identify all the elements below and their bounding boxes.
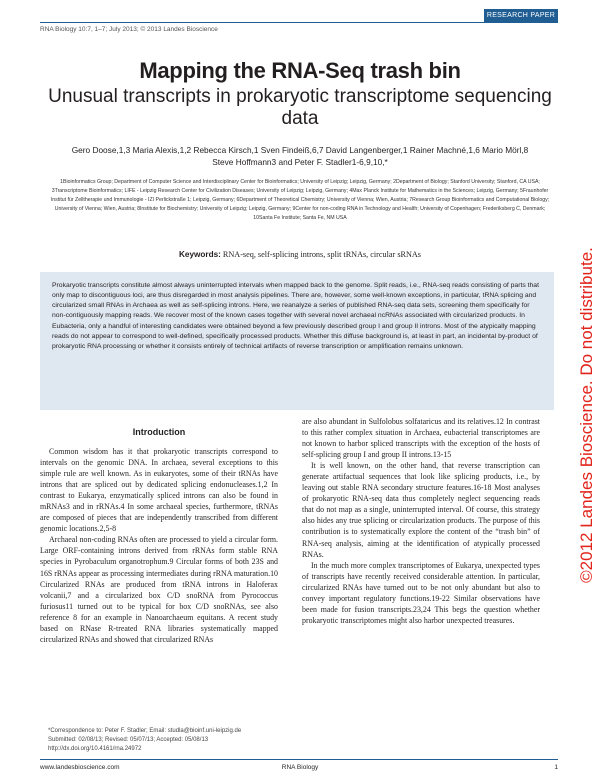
paragraph: In the much more complex transcriptomes of Eukarya, unexpected types of transcripts have recently received considerable attention. In particular, circularized RNAs have turned out to be not only abundant but also to convey important regulatory functions.19-22 Similar observations have been made for fusion transcripts.23,24 This begs the question whether prokaryotic transcriptomes might also harbor unexpected treasures. [302,560,540,625]
dates-line: Submitted: 02/08/13; Revised: 05/07/13; Accepted: 05/08/13 [48,737,209,743]
page-number: 1 [554,764,558,771]
keywords-label: Keywords: [179,250,221,259]
body-column-right [302,416,540,626]
body-column-left [40,446,278,645]
watermark-text: ©2012 Landes Bioscience. Do not distribute. [577,247,596,583]
header-rule [40,22,558,23]
paragraph: Common wisdom has it that prokaryotic transcripts correspond to intervals on the genomic DNA. In archaea, several exceptions to this simple rule are well known. As in eukaryotes, some of their tRNAs have introns that are spliced out by dedicated splicing endonucleases.1,2 In contrast to Eukarya, enzymatically spliced introns can also be found in mRNAs3 and in rRNAs.4 In some archaeal species, furthermore, tRNAs are composed of pieces that are independently transcribed from different genomic locations.2,5-8 [40,447,278,534]
footer-rule [40,759,558,760]
article-type-tag: RESEARCH PAPER [484,9,558,22]
keywords [40,250,560,259]
paragraph: Archaeal non-coding RNAs often are processed to yield a circular form. Large ORF-containing introns derived from rRNAs form stable RNA species in Pyrobaculum organotrophum.9 Circular forms of both 23S and 16S rRNAs appear as processing intermediates during rRNA maturation.10 Circularized RNAs are produced from tRNA introns in Haloferax volcanii,7 and a circularized box C/D snoRNA from Pyrococcus furiosus11 turned out to be typical for box C/D snoRNAs, see also reference 8 for an example in Nanoarchaeum equitans. A recent study based on RNase R-treated RNA libraries systematically mapped circularized RNAs and showed that circularized RNAs [40,535,278,644]
paragraph: It is well known, on the other hand, that reverse transcription can generate artifactual sequences that look like splicing products, i.e., by leaving out stable RNA secondary structure features.16-18 Most analyses of prokaryotic RNA-seq data thus completely neglect sequencing reads that do not map as a single, uninterrupted interval. Of course, this strategy also hides any true splicing or circularization products. The purpose of this contribution is to systematically explore the content of the “trash bin” of RNA-seq analysis, aiming at the identification of atypically processed RNAs. [302,461,540,559]
section-heading-introduction: Introduction [132,427,186,437]
affiliations: 1Bioinformatics Group; Department of Computer Science and Interdisciplinary Center for Bioinformatics; University of Leipzig; Leipzig, Germany; 2Department of Biology; Stanford University; Stanford, CA USA; 3Transcriptome Bioinformatics; LIFE - Leipzig Research Center for Civilization Diseases; University of Leipzig; Leipzig, Germany; 4Max Planck Institute for Mathematics in the Sciences; Leipzig, Germany; 5Fraunhofer Institut für Zelltherapie und Immunologie - IZI Perlickstraße 1; Leipzig, Germany; 6Department of Theoretical Chemistry; University of Vienna; Wien, Austria; 7Research Group Bioinformatics and Computational Biology; University of Vienna; Wien, Austria; 8Institute for Biochemistry; University of Leipzig; Leipzig, Germany; 9Center for non-coding RNA in Technology and Health; University of Copenhagen; Frederiksberg C, Denmark; 10Santa Fe Institute; Santa Fe, NM USA [50,179,550,221]
footer-website-link[interactable]: www.landesbioscience.com [40,764,120,771]
doi-link[interactable]: http://dx.doi.org/10.4161/rna.24972 [48,746,142,752]
author-list: Gero Doose,1,3 Maria Alexis,1,2 Rebecca Kirsch,1 Sven Findeiß,6,7 David Langenberger,1 Rainer Machné,1,6 Mario Mörl,8 Steve Hoffmann3 and Peter F. Stadler1-6,9,10,* [71,145,529,167]
abstract: Prokaryotic transcripts constitute almost always uninterrupted intervals when mapped back to the genome. Split reads, i.e., RNA-seq reads consisting of parts that only map to discontiguous loci, are thus disregarded in most analysis pipelines. There are, however, some well-known exceptions, in particular, tRNA splicing and circularized small RNAs in Archaea as well as self-splicing introns. Here, we reanalyze a series of published RNA-seq data sets, screening them specifically for non-contiguously mapping reads. We recover most of the known cases together with several novel archaeal ncRNAs associated with circularized products. In Eubacteria, only a handful of interesting candidates were obtained beyond a few previously described group I and group II introns. Most of the atypically mapping reads do not appear to correspond to well-defined, specifically processed products. Whether this diffuse background is, at least in part, an incidental by-product of prokaryotic RNA processing or whether it consists entirely of technical artifacts of reverse transcription or amplification remains unknown. [40,272,554,410]
paper-subtitle: Unusual transcripts in prokaryotic transcriptome sequencing data [48,86,552,129]
paragraph: are also abundant in Sulfolobus solfataricus and its relatives.12 In contrast to this rather complex situation in Archaea, eubacterial transcriptomes are not known to harbor spliced transcripts with the exception of the hosts of self-splicing group I and group II introns.13-15 [302,417,540,460]
footer-journal-name: RNA Biology [281,764,319,771]
copyright-watermark [575,165,599,665]
journal-citation: RNA Biology 10:7, 1–7; July 2013; © 2013 Landes Bioscience [40,26,218,33]
correspondence-line: *Correspondence to: Peter F. Stadler; Email: studla@bioinf.uni-leipzig.de [48,728,242,734]
keywords-text: RNA-seq, self-splicing introns, split tRNAs, circular sRNAs [222,250,421,259]
correspondence-notes [48,727,558,754]
paper-title: Mapping the RNA-Seq trash bin [139,58,461,83]
